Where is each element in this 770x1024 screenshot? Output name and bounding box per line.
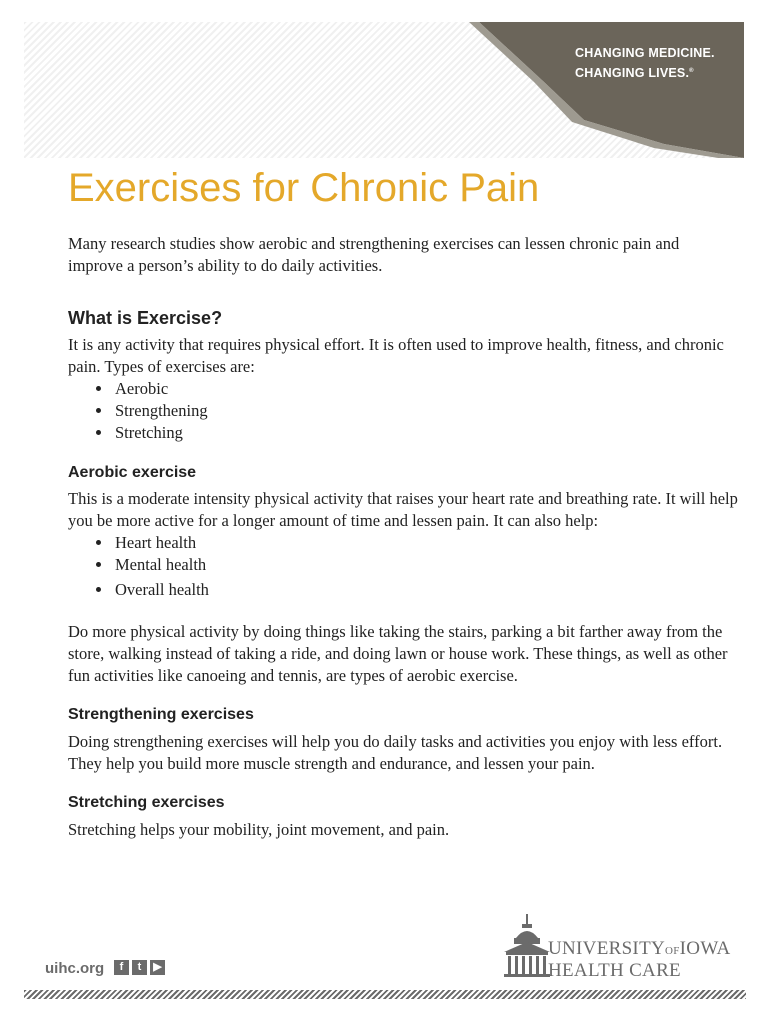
list-item: • Strengthening [113, 400, 738, 422]
header-band [24, 22, 744, 158]
aerobic-paragraph: This is a moderate intensity physical activity that raises your heart rate and breathing rate. It will help you be more active for a longer amount of time and lessen pain. It can also help: [68, 489, 738, 530]
youtube-icon[interactable]: ▶ [150, 960, 165, 975]
aerobic-benefits-list [68, 532, 738, 601]
list-item: • Stretching [113, 422, 738, 444]
logo-line-1: UNIVERSITYOFIOWA [548, 938, 731, 959]
what-is-exercise-paragraph: It is any activity that requires physical effort. It is often used to improve health, fitness, and chronic pain. Types of exercises are: [68, 335, 724, 376]
tagline-line-2: CHANGING LIVES.® [575, 66, 694, 81]
footer-website-link[interactable]: uihc.org [45, 960, 105, 977]
registered-mark: ® [689, 68, 694, 74]
twitter-icon[interactable]: t [132, 960, 147, 975]
list-item: • Heart health [113, 532, 738, 554]
university-of-iowa-health-care-logo [548, 939, 730, 980]
header-tagline [575, 44, 745, 82]
list-item: • Overall health [113, 579, 738, 601]
tagline-line-1: CHANGING MEDICINE. [575, 46, 715, 60]
page-title: Exercises for Chronic Pain [68, 166, 540, 210]
section-heading-strengthening: Strengthening exercises [68, 706, 254, 723]
aerobic-activity-paragraph: Do more physical activity by doing things like taking the stairs, parking a bit farther away from the store, walking instead of taking a ride, and doing lawn or house work. These things, as well as other fun activities like canoeing and tennis, are types of aerobic exercise. [68, 622, 728, 685]
header-tagline-panel [24, 22, 744, 158]
stretching-paragraph: Stretching helps your mobility, joint movement, and pain. [68, 820, 450, 839]
footer-stripe [24, 990, 746, 999]
exercise-types-list [68, 378, 738, 444]
list-item: • Aerobic [113, 378, 738, 400]
section-heading-aerobic: Aerobic exercise [68, 464, 197, 481]
section-heading-stretching: Stretching exercises [68, 794, 225, 811]
logo-line-2: HEALTH CARE [548, 960, 681, 981]
section-heading-what-is-exercise: What is Exercise? [68, 308, 223, 328]
document-body [68, 233, 738, 841]
list-item: • Mental health [113, 554, 738, 576]
strengthening-paragraph: Doing strengthening exercises will help you do daily tasks and activities you enjoy with less effort. They help you build more muscle strength and endurance, and lessen your pain. [68, 732, 723, 773]
facebook-icon[interactable]: f [114, 960, 129, 975]
social-icons [114, 960, 165, 975]
intro-paragraph: Many research studies show aerobic and strengthening exercises can lessen chronic pain and improve a person’s ability to do daily activities. [68, 234, 680, 275]
